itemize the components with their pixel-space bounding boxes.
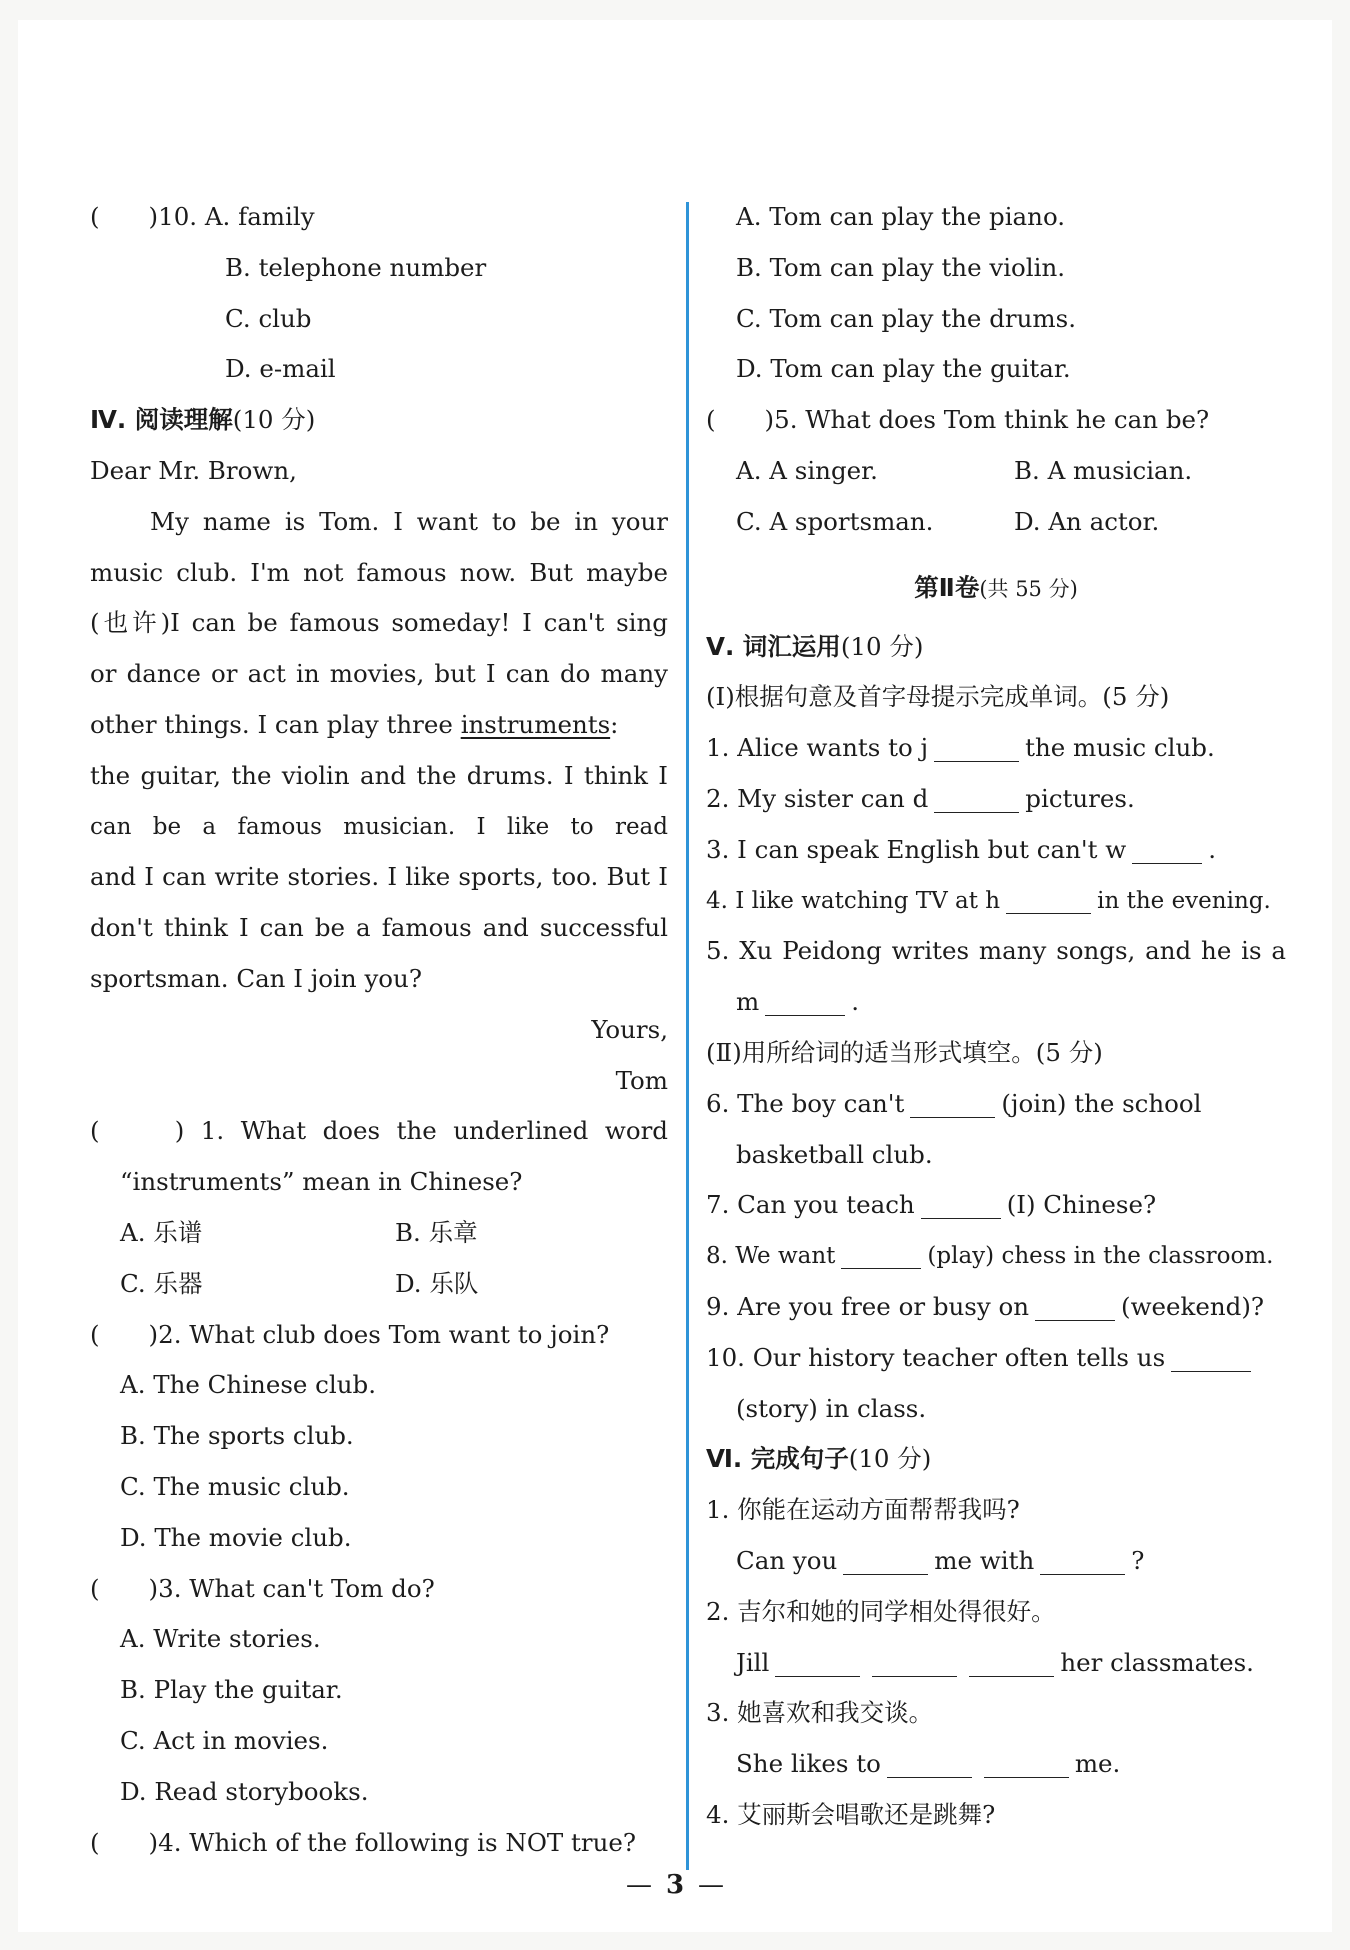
item-text: 8. We want bbox=[706, 1243, 836, 1270]
column-divider bbox=[686, 202, 689, 1870]
answer-blank[interactable] bbox=[984, 1751, 1069, 1778]
answer-blank[interactable] bbox=[872, 1650, 957, 1677]
letter-line: or dance or act in movies, but I can do many bbox=[90, 659, 668, 689]
underlined-word: instruments bbox=[460, 709, 611, 739]
answer-blank[interactable] bbox=[1035, 1294, 1115, 1321]
question-4-stem: ( )4. Which of the following is NOT true? bbox=[90, 1827, 636, 1857]
letter-line: (也许)I can be famous someday! I can't sing bbox=[90, 608, 668, 638]
answer-blank[interactable] bbox=[921, 1192, 1001, 1219]
vocab-item-5: 5. Xu Peidong writes many songs, and he is a bbox=[706, 936, 1286, 966]
option-b: B. 乐章 bbox=[395, 1217, 478, 1247]
letter-line: My name is Tom. I want to be in your bbox=[150, 506, 668, 536]
letter-line: can be a famous musician. I like to read bbox=[90, 813, 668, 840]
letter-signature: Tom bbox=[615, 1065, 668, 1095]
item-text: 1. Alice wants to j bbox=[706, 733, 929, 763]
vocab-item-1 bbox=[706, 723, 1286, 774]
letter-closing: Yours, bbox=[591, 1014, 668, 1044]
vocab-item-10 bbox=[706, 1333, 1286, 1384]
vocab-item-3 bbox=[706, 825, 1286, 876]
section-points: (10 分) bbox=[232, 405, 316, 435]
option-b: B. Play the guitar. bbox=[120, 1675, 343, 1705]
question-2-stem: ( )2. What club does Tom want to join? bbox=[90, 1319, 610, 1349]
item-text: 2. My sister can d bbox=[706, 783, 929, 813]
section-5-heading bbox=[706, 622, 1286, 673]
option-b: B. Tom can play the violin. bbox=[736, 252, 1066, 282]
subsection-2-instruction: (Ⅱ)用所给词的适当形式填空。(5 分) bbox=[706, 1037, 1103, 1067]
option-a: A. Write stories. bbox=[120, 1624, 321, 1654]
answer-blank[interactable] bbox=[934, 735, 1019, 762]
item-text: Can you bbox=[736, 1545, 838, 1575]
vocab-item-6 bbox=[706, 1079, 1286, 1130]
option-c: C. Act in movies. bbox=[120, 1725, 329, 1755]
item-text: in the evening. bbox=[1097, 887, 1271, 914]
answer-blank[interactable] bbox=[887, 1751, 972, 1778]
option-c: C. club bbox=[225, 303, 312, 333]
part-points: (共 55 分) bbox=[979, 576, 1078, 601]
option-d: D. 乐队 bbox=[395, 1268, 479, 1298]
option-c: C. 乐器 bbox=[120, 1268, 203, 1298]
subsection-1-instruction: (Ⅰ)根据句意及首字母提示完成单词。(5 分) bbox=[706, 682, 1170, 712]
item-text: her classmates. bbox=[1060, 1647, 1254, 1677]
question-5-stem: ( )5. What does Tom think he can be? bbox=[706, 405, 1210, 435]
question-10: ( )10. A. family bbox=[90, 202, 315, 231]
answer-blank[interactable] bbox=[1006, 887, 1091, 914]
letter-line-underlined bbox=[90, 700, 668, 751]
section-4-heading bbox=[90, 395, 668, 446]
answer-blank[interactable] bbox=[765, 989, 845, 1016]
vocab-item-9 bbox=[706, 1282, 1286, 1333]
answer-blank[interactable] bbox=[1132, 837, 1202, 864]
section-title: Ⅵ. 完成句子 bbox=[706, 1444, 849, 1474]
vocab-item-10-cont: (story) in class. bbox=[736, 1393, 927, 1423]
item-text: 9. Are you free or busy on bbox=[706, 1291, 1030, 1321]
answer-blank[interactable] bbox=[1171, 1345, 1251, 1372]
answer-blank[interactable] bbox=[843, 1548, 928, 1575]
letter-line: music club. I'm not famous now. But maybe bbox=[90, 557, 668, 587]
question-1-stem: ( ) 1. What does the underlined word bbox=[90, 1116, 668, 1146]
option-c: C. Tom can play the drums. bbox=[736, 303, 1076, 333]
right-column bbox=[706, 192, 1286, 1841]
letter-line: the guitar, the violin and the drums. I think I bbox=[90, 760, 668, 790]
option-b: B. telephone number bbox=[225, 252, 487, 282]
item-text: pictures. bbox=[1025, 783, 1135, 813]
question-1-options bbox=[90, 1259, 668, 1310]
section-points: (10 分) bbox=[840, 631, 924, 661]
vocab-item-6-cont: basketball club. bbox=[736, 1139, 933, 1169]
option-a: A. A singer. bbox=[736, 455, 878, 485]
answer-blank[interactable] bbox=[1040, 1548, 1125, 1575]
item-text: me. bbox=[1074, 1749, 1121, 1779]
section-points: (10 分) bbox=[848, 1444, 932, 1474]
option-a: A. The Chinese club. bbox=[120, 1370, 376, 1400]
sentence-3-english bbox=[706, 1739, 1286, 1790]
vocab-item-4 bbox=[706, 876, 1286, 927]
item-text: the music club. bbox=[1025, 733, 1215, 763]
vocab-item-2 bbox=[706, 774, 1286, 825]
letter-greeting: Dear Mr. Brown, bbox=[90, 455, 297, 485]
worksheet-page bbox=[18, 20, 1332, 1932]
vocab-item-5-cont bbox=[706, 977, 1286, 1028]
item-text: 6. The boy can't bbox=[706, 1088, 905, 1118]
option-c: C. A sportsman. bbox=[736, 506, 934, 536]
sentence-3-chinese: 3. 她喜欢和我交谈。 bbox=[706, 1698, 934, 1728]
question-5-options bbox=[706, 446, 1286, 497]
item-text: 7. Can you teach bbox=[706, 1190, 915, 1220]
sentence-4-chinese: 4. 艾丽斯会唱歌还是跳舞? bbox=[706, 1799, 996, 1829]
option-a: A. Tom can play the piano. bbox=[736, 202, 1066, 231]
page-footer bbox=[18, 1870, 1332, 1900]
option-c: C. The music club. bbox=[120, 1471, 350, 1501]
section-title: Ⅳ. 阅读理解 bbox=[90, 405, 233, 435]
left-column bbox=[90, 192, 668, 1868]
item-text: (join) the school bbox=[1001, 1088, 1202, 1118]
vocab-item-7 bbox=[706, 1180, 1286, 1231]
item-text: me with bbox=[934, 1545, 1035, 1575]
item-text: (weekend)? bbox=[1121, 1291, 1265, 1321]
item-text: 4. I like watching TV at h bbox=[706, 887, 1001, 914]
item-text: . bbox=[851, 987, 860, 1017]
item-text: ? bbox=[1131, 1545, 1145, 1575]
question-1-options bbox=[90, 1208, 668, 1259]
option-b: B. The sports club. bbox=[120, 1421, 354, 1451]
item-text: Jill bbox=[736, 1647, 770, 1677]
option-d: D. e-mail bbox=[225, 354, 336, 384]
letter-line: and I can write stories. I like sports, too. But I bbox=[90, 862, 668, 892]
vocab-item-8 bbox=[706, 1231, 1286, 1282]
part-title: 第Ⅱ卷 bbox=[914, 572, 980, 602]
page-number: 3 bbox=[665, 1870, 685, 1900]
item-text: She likes to bbox=[736, 1749, 881, 1779]
sentence-1-chinese: 1. 你能在运动方面帮帮我吗? bbox=[706, 1495, 1020, 1525]
footer-dash: — bbox=[698, 1870, 725, 1900]
item-text: 3. I can speak English but can't w bbox=[706, 834, 1127, 864]
answer-blank[interactable] bbox=[969, 1650, 1054, 1677]
answer-blank[interactable] bbox=[841, 1242, 921, 1269]
option-b: B. A musician. bbox=[1014, 455, 1193, 485]
letter-text: : bbox=[610, 709, 619, 739]
option-d: D. Read storybooks. bbox=[120, 1776, 369, 1806]
part-2-heading bbox=[706, 548, 1286, 622]
sentence-2-chinese: 2. 吉尔和她的同学相处得很好。 bbox=[706, 1596, 1056, 1626]
question-3-stem: ( )3. What can't Tom do? bbox=[90, 1573, 435, 1603]
option-d: D. An actor. bbox=[1014, 506, 1160, 536]
letter-line: sportsman. Can I join you? bbox=[90, 963, 422, 993]
sentence-1-english bbox=[706, 1536, 1286, 1587]
item-text: . bbox=[1208, 834, 1217, 864]
answer-blank[interactable] bbox=[775, 1650, 860, 1677]
item-text: (play) chess in the classroom. bbox=[927, 1243, 1274, 1270]
letter-text: other things. I can play three bbox=[90, 709, 461, 739]
item-text: (I) Chinese? bbox=[1006, 1190, 1157, 1220]
option-a: A. 乐谱 bbox=[120, 1217, 203, 1247]
item-text: m bbox=[736, 987, 760, 1017]
section-title: Ⅴ. 词汇运用 bbox=[706, 631, 841, 661]
item-text: 10. Our history teacher often tells us bbox=[706, 1342, 1166, 1372]
answer-blank[interactable] bbox=[910, 1091, 995, 1118]
footer-dash: — bbox=[625, 1870, 652, 1900]
option-d: D. The movie club. bbox=[120, 1522, 352, 1552]
letter-line: don't think I can be a famous and successful bbox=[90, 913, 668, 943]
sentence-2-english bbox=[706, 1638, 1286, 1689]
question-5-options bbox=[706, 497, 1286, 548]
question-1-stem-cont: “instruments” mean in Chinese? bbox=[120, 1167, 523, 1197]
option-d: D. Tom can play the guitar. bbox=[736, 354, 1071, 384]
section-6-heading bbox=[706, 1434, 1286, 1485]
answer-blank[interactable] bbox=[934, 786, 1019, 813]
